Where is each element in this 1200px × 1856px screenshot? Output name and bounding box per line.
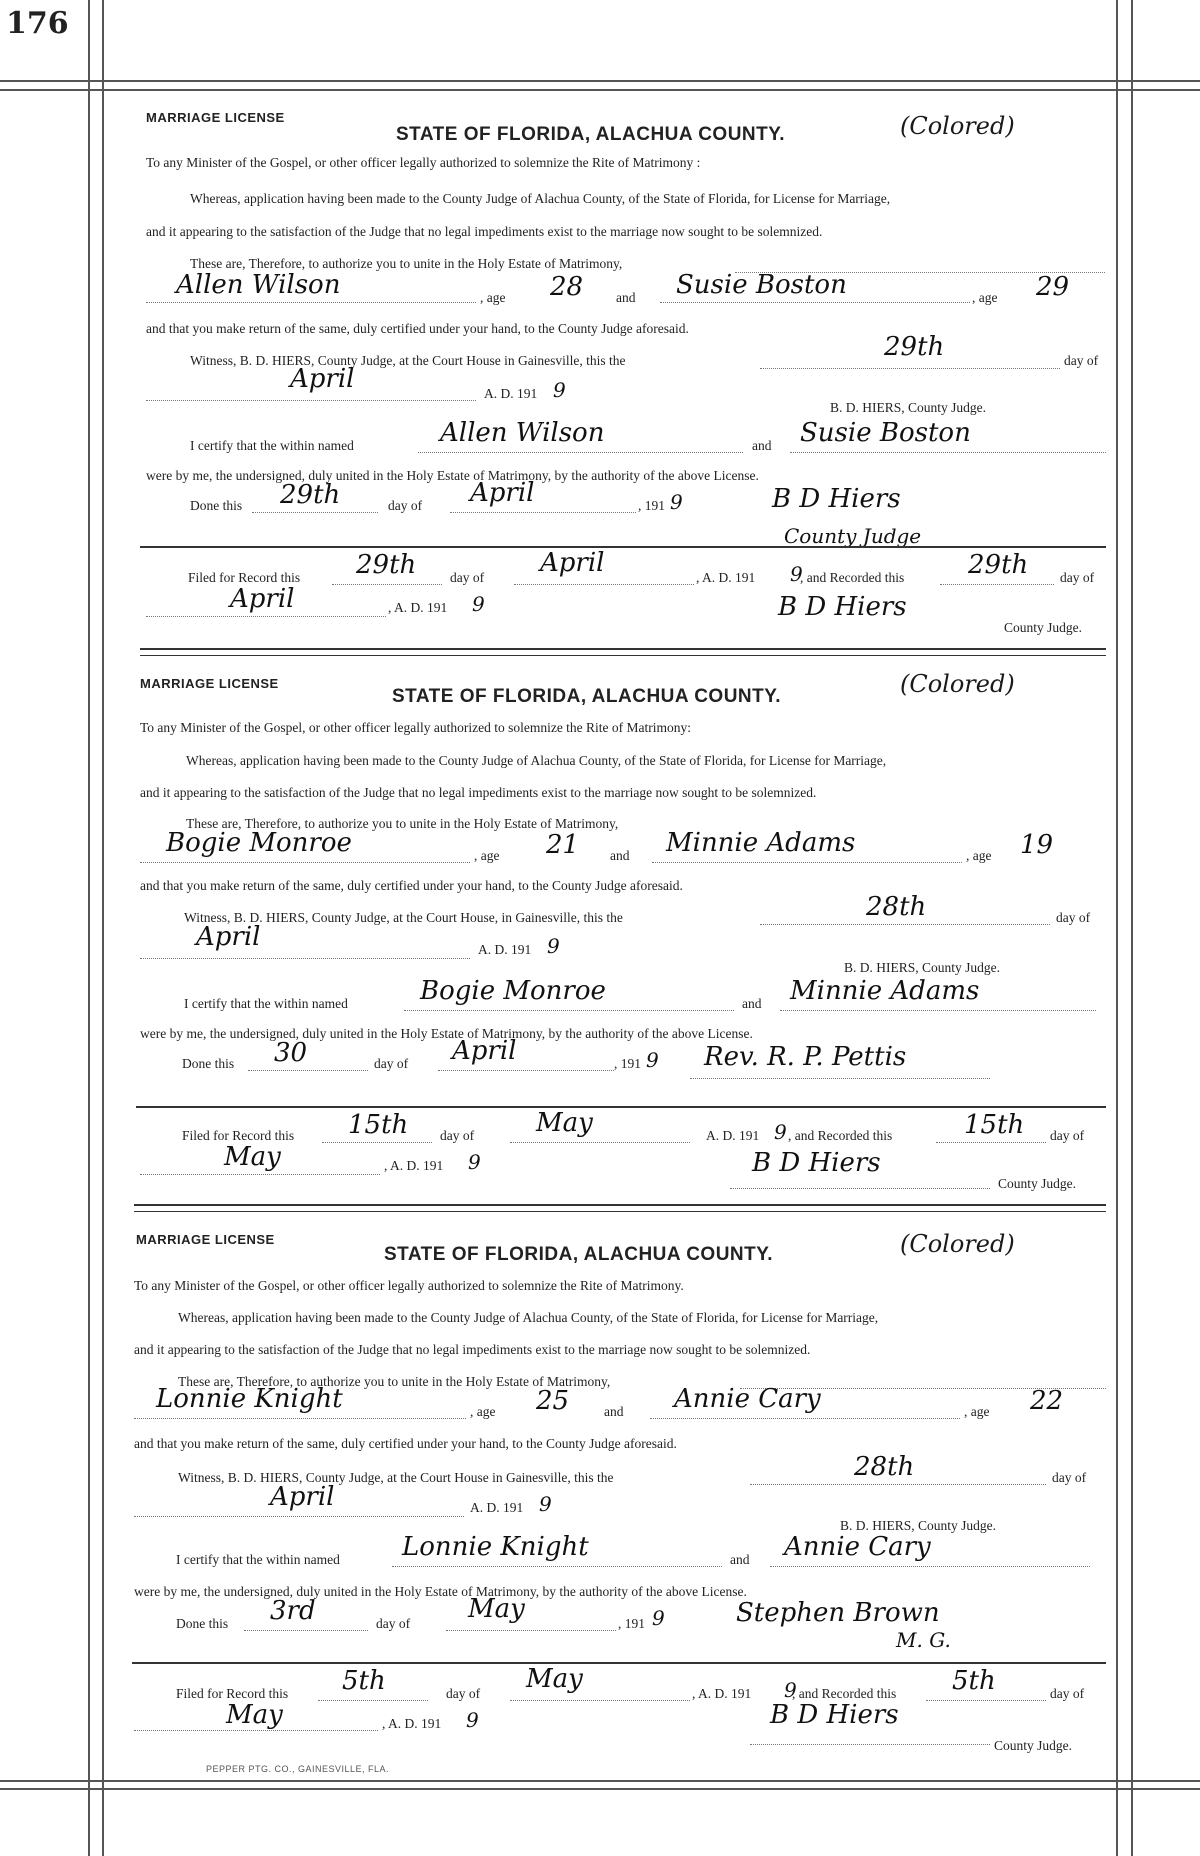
judge-signature: B D Hiers [752,1148,881,1178]
officiant-signature: B D Hiers [772,484,901,514]
license-separator [134,1204,1106,1212]
county-judge-label: County Judge. [994,1738,1073,1753]
witness-text: Witness, B. D. HIERS, County Judge, at the Court House in Gainesville, this the [190,353,626,368]
printer-imprint: PEPPER PTG. CO., GAINESVILLE, FLA. [206,1764,390,1774]
and-label: and [610,848,630,863]
appearing-text: and it appearing to the satisfaction of the Judge that no legal impediments exist to the marriage now sought to be solemnized. [134,1342,811,1357]
witness-day: 28th [854,1452,915,1482]
filed-month: April [540,548,605,578]
recorded-day: 29th [968,550,1029,580]
certify-text: I certify that the within named [176,1552,340,1567]
certified-groom: Lonnie Knight [402,1532,589,1562]
day-of-label: day of [1060,570,1095,585]
return-text: and that you make return of the same, duly certified under your hand, to the County Judge aforesaid. [134,1436,677,1451]
filed-label: Filed for Record this [182,1128,295,1143]
license-label: MARRIAGE LICENSE [146,110,285,125]
license-separator [140,648,1106,656]
united-text: were by me, the undersigned, duly united in the Holy Estate of Matrimony, by the authority of the above License. [146,468,759,483]
age-label: , age [966,848,992,863]
ad-label: A. D. 191 [478,942,532,957]
recorded-year: 9 [472,592,485,616]
witness-year: 9 [539,1492,552,1516]
filed-ad: , A. D. 191 [696,570,756,585]
groom-name: Bogie Monroe [166,828,352,858]
witness-year: 9 [547,934,560,958]
done-day: 3rd [270,1596,316,1626]
united-text: were by me, the undersigned, duly united in the Holy Estate of Matrimony, by the authority of the above License. [140,1026,753,1041]
divider [140,546,1106,548]
recorded-ad: , A. D. 191 [382,1716,442,1731]
done-this-label: Done this [176,1616,229,1631]
recorded-year: 9 [466,1708,479,1732]
bride-age: 29 [1036,272,1070,302]
done-day: 30 [274,1038,308,1068]
age-label: , age [474,848,500,863]
state-county-heading: STATE OF FLORIDA, ALACHUA COUNTY. [384,1244,774,1265]
day-of-label: day of [1064,353,1099,368]
bride-age: 19 [1020,830,1054,860]
right-margin-line-2 [1131,0,1133,1856]
day-of-label: day of [1050,1686,1085,1701]
filed-day: 15th [348,1110,409,1140]
filed-label: Filed for Record this [188,570,301,585]
day-of-label: day of [374,1056,409,1071]
right-margin-line-1 [1116,0,1118,1856]
day-of-label: day of [376,1616,411,1631]
license-label: MARRIAGE LICENSE [140,676,279,691]
done-day: 29th [280,480,341,510]
header-rule-1 [0,80,1200,82]
bride-name: Susie Boston [676,270,847,300]
whereas-text: Whereas, application having been made to the County Judge of Alachua County, of the State of Florida, for License for Marriage, [178,1310,879,1325]
certify-text: I certify that the within named [190,438,354,453]
county-judge-label: County Judge. [1004,620,1083,635]
filed-day: 5th [342,1666,386,1696]
bride-name: Annie Cary [674,1384,821,1414]
filed-month: May [526,1664,583,1694]
day-of-label: day of [388,498,423,513]
officiant-signature: Stephen Brown [736,1598,940,1628]
certified-bride: Susie Boston [800,418,971,448]
to-any-minister: To any Minister of the Gospel, or other officer legally authorized to solemnize the Rite of Matrimony : [146,155,701,170]
ad-label: A. D. 191 [484,386,538,401]
these-are-text: These are, Therefore, to authorize you to unite in the Holy Estate of Matrimony, [178,1374,611,1389]
appearing-text: and it appearing to the satisfaction of the Judge that no legal impediments exist to the marriage now sought to be solemnized. [140,785,817,800]
done-year: 9 [646,1048,659,1072]
filed-year: 9 [784,1678,797,1702]
done-year: 9 [670,490,683,514]
return-text: and that you make return of the same, duly certified under your hand, to the County Judge aforesaid. [146,321,689,336]
colored-annotation: (Colored) [900,670,1015,698]
done-year-label: , 191 [618,1616,645,1631]
to-any-minister: To any Minister of the Gospel, or other officer legally authorized to solemnize the Rite of Matrimony: [140,720,692,735]
recorded-ad: , A. D. 191 [388,600,448,615]
witness-month: April [290,364,355,394]
done-month: May [468,1594,525,1624]
officiant-title: County Judge [784,524,922,548]
done-month: April [470,478,535,508]
recorded-day: 15th [964,1110,1025,1140]
groom-age: 28 [550,272,584,302]
recorded-month: May [226,1700,283,1730]
day-of-label: day of [440,1128,475,1143]
done-year-label: , 191 [638,498,665,513]
groom-name: Allen Wilson [176,270,341,300]
county-judge-label: County Judge. [998,1176,1077,1191]
recorded-year: 9 [468,1150,481,1174]
certified-groom: Bogie Monroe [420,976,606,1006]
and-label: and [604,1404,624,1419]
witness-day: 29th [884,332,945,362]
and-label: and [752,438,772,453]
officiant-signature: Rev. R. P. Pettis [704,1042,907,1072]
certified-groom: Allen Wilson [440,418,605,448]
state-county-heading: STATE OF FLORIDA, ALACHUA COUNTY. [392,686,782,707]
certify-text: I certify that the within named [184,996,348,1011]
united-text: were by me, the undersigned, duly united in the Holy Estate of Matrimony, by the authority of the above License. [134,1584,747,1599]
age-label: , age [972,290,998,305]
filed-label: Filed for Record this [176,1686,289,1701]
ad-label: A. D. 191 [470,1500,524,1515]
page-number: 176 [6,6,69,41]
recorded-month: May [224,1142,281,1172]
to-any-minister: To any Minister of the Gospel, or other officer legally authorized to solemnize the Rite of Matrimony. [134,1278,684,1293]
witness-day: 28th [866,892,927,922]
return-text: and that you make return of the same, duly certified under your hand, to the County Judge aforesaid. [140,878,683,893]
recorded-label: , and Recorded this [788,1128,893,1143]
and-label: and [742,996,762,1011]
footer-rule-2 [0,1788,1200,1790]
divider [136,1106,1106,1108]
officiant-title: M. G. [896,1628,951,1652]
filed-year: 9 [790,562,803,586]
state-county-heading: STATE OF FLORIDA, ALACHUA COUNTY. [396,124,786,145]
groom-name: Lonnie Knight [156,1384,343,1414]
bride-name: Minnie Adams [666,828,856,858]
witness-text: Witness, B. D. HIERS, County Judge, at the Court House in Gainesville, this the [178,1470,614,1485]
filed-ad: , A. D. 191 [692,1686,752,1701]
filed-ad: A. D. 191 [706,1128,760,1143]
left-margin-line-1 [88,0,90,1856]
header-rule-2 [0,89,1200,91]
done-year-label: , 191 [614,1056,641,1071]
recorded-day: 5th [952,1666,996,1696]
done-this-label: Done this [190,498,243,513]
bride-age: 22 [1030,1386,1064,1416]
filed-day: 29th [356,550,417,580]
certified-bride: Minnie Adams [790,976,980,1006]
whereas-text: Whereas, application having been made to the County Judge of Alachua County, of the State of Florida, for License for Marriage, [190,191,891,206]
colored-annotation: (Colored) [900,1230,1015,1258]
witness-month: April [196,922,261,952]
recorded-month: April [230,584,295,614]
day-of-label: day of [1050,1128,1085,1143]
these-are-text: These are, Therefore, to authorize you to unite in the Holy Estate of Matrimony, [190,256,623,271]
these-are-text: These are, Therefore, to authorize you to unite in the Holy Estate of Matrimony, [186,816,619,831]
colored-annotation: (Colored) [900,112,1015,140]
age-label: , age [964,1404,990,1419]
groom-age: 21 [546,830,580,860]
appearing-text: and it appearing to the satisfaction of the Judge that no legal impediments exist to the marriage now sought to be solemnized. [146,224,823,239]
footer-rule-1 [0,1780,1200,1782]
witness-month: April [270,1482,335,1512]
whereas-text: Whereas, application having been made to the County Judge of Alachua County, of the State of Florida, for License for Marriage, [186,753,887,768]
judge-title: B. D. HIERS, County Judge. [844,960,1001,975]
witness-year: 9 [553,378,566,402]
age-label: , age [470,1404,496,1419]
recorded-label: , and Recorded this [792,1686,897,1701]
judge-title: B. D. HIERS, County Judge. [840,1518,997,1533]
certified-bride: Annie Cary [784,1532,931,1562]
license-label: MARRIAGE LICENSE [136,1232,275,1247]
done-year: 9 [652,1606,665,1630]
day-of-label: day of [446,1686,481,1701]
filed-month: May [536,1108,593,1138]
day-of-label: day of [1052,1470,1087,1485]
judge-signature: B D Hiers [778,592,907,622]
recorded-ad: , A. D. 191 [384,1158,444,1173]
judge-title: B. D. HIERS, County Judge. [830,400,987,415]
and-label: and [730,1552,750,1567]
left-margin-line-2 [102,0,104,1856]
divider [132,1662,1106,1664]
witness-text: Witness, B. D. HIERS, County Judge, at the Court House, in Gainesville, this the [184,910,623,925]
and-label: and [616,290,636,305]
recorded-label: , and Recorded this [800,570,905,585]
done-month: April [452,1036,517,1066]
filed-year: 9 [774,1120,787,1144]
judge-signature: B D Hiers [770,1700,899,1730]
groom-age: 25 [536,1386,570,1416]
day-of-label: day of [450,570,485,585]
done-this-label: Done this [182,1056,235,1071]
day-of-label: day of [1056,910,1091,925]
age-label: , age [480,290,506,305]
